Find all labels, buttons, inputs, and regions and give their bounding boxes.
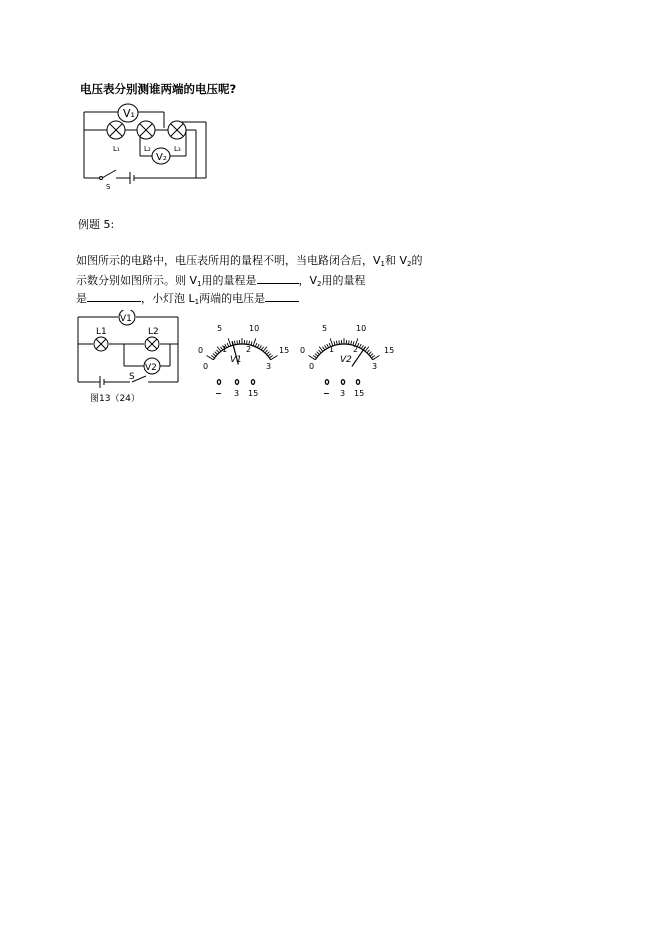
problem-text: 示数分别如图所示。则 V: [76, 274, 198, 287]
problem-text: 是: [76, 292, 87, 305]
dial-tick: [253, 338, 256, 346]
dial-tick: [315, 354, 318, 357]
dial-tick: [227, 343, 229, 347]
dial-tick: [234, 341, 235, 345]
terminal-negative: −: [323, 389, 330, 398]
voltmeter-1-dial: [194, 316, 298, 404]
upper-tick-5: 5: [322, 324, 328, 333]
dial-tick: [266, 352, 269, 355]
figure-caption: 图13（24）: [90, 394, 140, 404]
upper-tick-10: 10: [249, 324, 260, 333]
lower-tick-3: 3: [266, 362, 272, 371]
dial-tick: [265, 350, 268, 353]
terminal-15: 15: [354, 389, 365, 398]
subscript: 1: [194, 298, 200, 306]
upper-tick-10: 10: [356, 324, 367, 333]
terminal-3: 3: [234, 389, 240, 398]
problem-line-2: [76, 272, 366, 291]
c1-l2-label: L₂: [144, 145, 151, 153]
c2-switch-label: S: [129, 372, 135, 382]
dial-tick: [268, 354, 271, 357]
terminal-15: 15: [248, 389, 259, 398]
dial-tick: [325, 345, 327, 348]
dial-tick: [215, 352, 218, 355]
dial-tick: [370, 354, 373, 357]
dial-tick: [361, 345, 363, 348]
c2-v2-label: V2: [145, 363, 157, 373]
upper-tick-5: 5: [217, 324, 223, 333]
upper-tick-15: 15: [384, 346, 395, 355]
problem-text: ，V: [298, 274, 318, 287]
answer-blank-3[interactable]: [265, 290, 299, 302]
problem-text: 和 V: [385, 254, 408, 267]
lower-zero-label: 0: [309, 362, 315, 371]
dial-tick: [213, 354, 216, 357]
c2-v1-label: V1: [120, 314, 132, 324]
dial-tick: [251, 341, 252, 345]
terminal-negative: −: [215, 389, 222, 398]
dial-tick: [371, 356, 374, 358]
dial-tick: [336, 341, 337, 345]
lower-tick-2: 2: [246, 345, 252, 354]
lower-tick-2: 2: [353, 345, 359, 354]
problem-line-3: [76, 290, 299, 309]
dial-tick: [211, 356, 214, 358]
dial-tick: [269, 356, 272, 358]
upper-tick-15: 15: [279, 346, 290, 355]
upper-zero-label: 0: [198, 346, 204, 355]
c2-l2-label: L2: [148, 327, 159, 337]
terminal-3: 3: [340, 389, 346, 398]
dial-tick: [255, 343, 257, 347]
problem-line-1: [76, 254, 423, 271]
meter-label: V1: [230, 355, 242, 365]
meter-label: V2: [340, 355, 352, 365]
c2-l1-label: L1: [96, 327, 107, 337]
answer-blank-2[interactable]: [87, 290, 141, 302]
dial-tick: [257, 344, 259, 348]
dial-tick: [367, 350, 370, 353]
answer-blank-1[interactable]: [257, 272, 299, 284]
circuit-diagram-1: [82, 100, 208, 196]
lower-tick-3: 3: [372, 362, 378, 371]
subscript: 2: [407, 260, 412, 268]
problem-text: 两端的电压是: [199, 292, 266, 305]
dial-tick: [322, 347, 324, 350]
dial-tick: [317, 352, 320, 355]
dial-ticks: [207, 338, 278, 360]
problem-text: 用的量程是: [201, 274, 257, 287]
dial-tick: [368, 352, 371, 355]
lower-tick-1: 1: [329, 345, 335, 354]
dial-tick: [237, 340, 238, 344]
dial-tick: [349, 340, 350, 344]
dial-tick: [216, 350, 219, 353]
c1-l3-label: L₃: [174, 145, 181, 153]
dial-tick: [351, 341, 352, 345]
dial-tick: [259, 345, 261, 348]
dial-tick: [261, 347, 263, 350]
subscript: 2: [317, 280, 322, 288]
dial-tick: [339, 340, 340, 344]
lower-tick-1: 1: [222, 345, 228, 354]
problem-text: 如图所示的电路中，电压表所用的量程不明，当电路闭合后，V: [76, 254, 381, 267]
question-text: 电压表分别测谁两端的电压呢?: [80, 82, 237, 96]
lower-zero-label: 0: [203, 362, 209, 371]
dial-tick: [359, 344, 361, 348]
subscript: 1: [197, 280, 202, 288]
c1-switch-label: S: [106, 183, 111, 191]
c1-l1-label: L₁: [113, 145, 120, 153]
dial-tick: [247, 340, 248, 344]
voltmeter-2-dial: [296, 316, 400, 404]
circuit-diagram-2: [76, 310, 186, 406]
problem-text: 的: [411, 254, 423, 267]
problem-text: ，小灯泡 L: [141, 292, 195, 305]
c1-v2-label: V₂: [156, 152, 167, 163]
upper-zero-label: 0: [300, 346, 306, 355]
problem-text: 用的量程: [321, 274, 366, 287]
dial-tick: [318, 350, 321, 353]
dial-tick: [313, 356, 316, 358]
c1-v1-label: V₁: [123, 107, 135, 120]
subscript: 1: [380, 260, 385, 268]
dial-tick: [228, 338, 231, 346]
example-title: 例题 5:: [78, 218, 115, 231]
